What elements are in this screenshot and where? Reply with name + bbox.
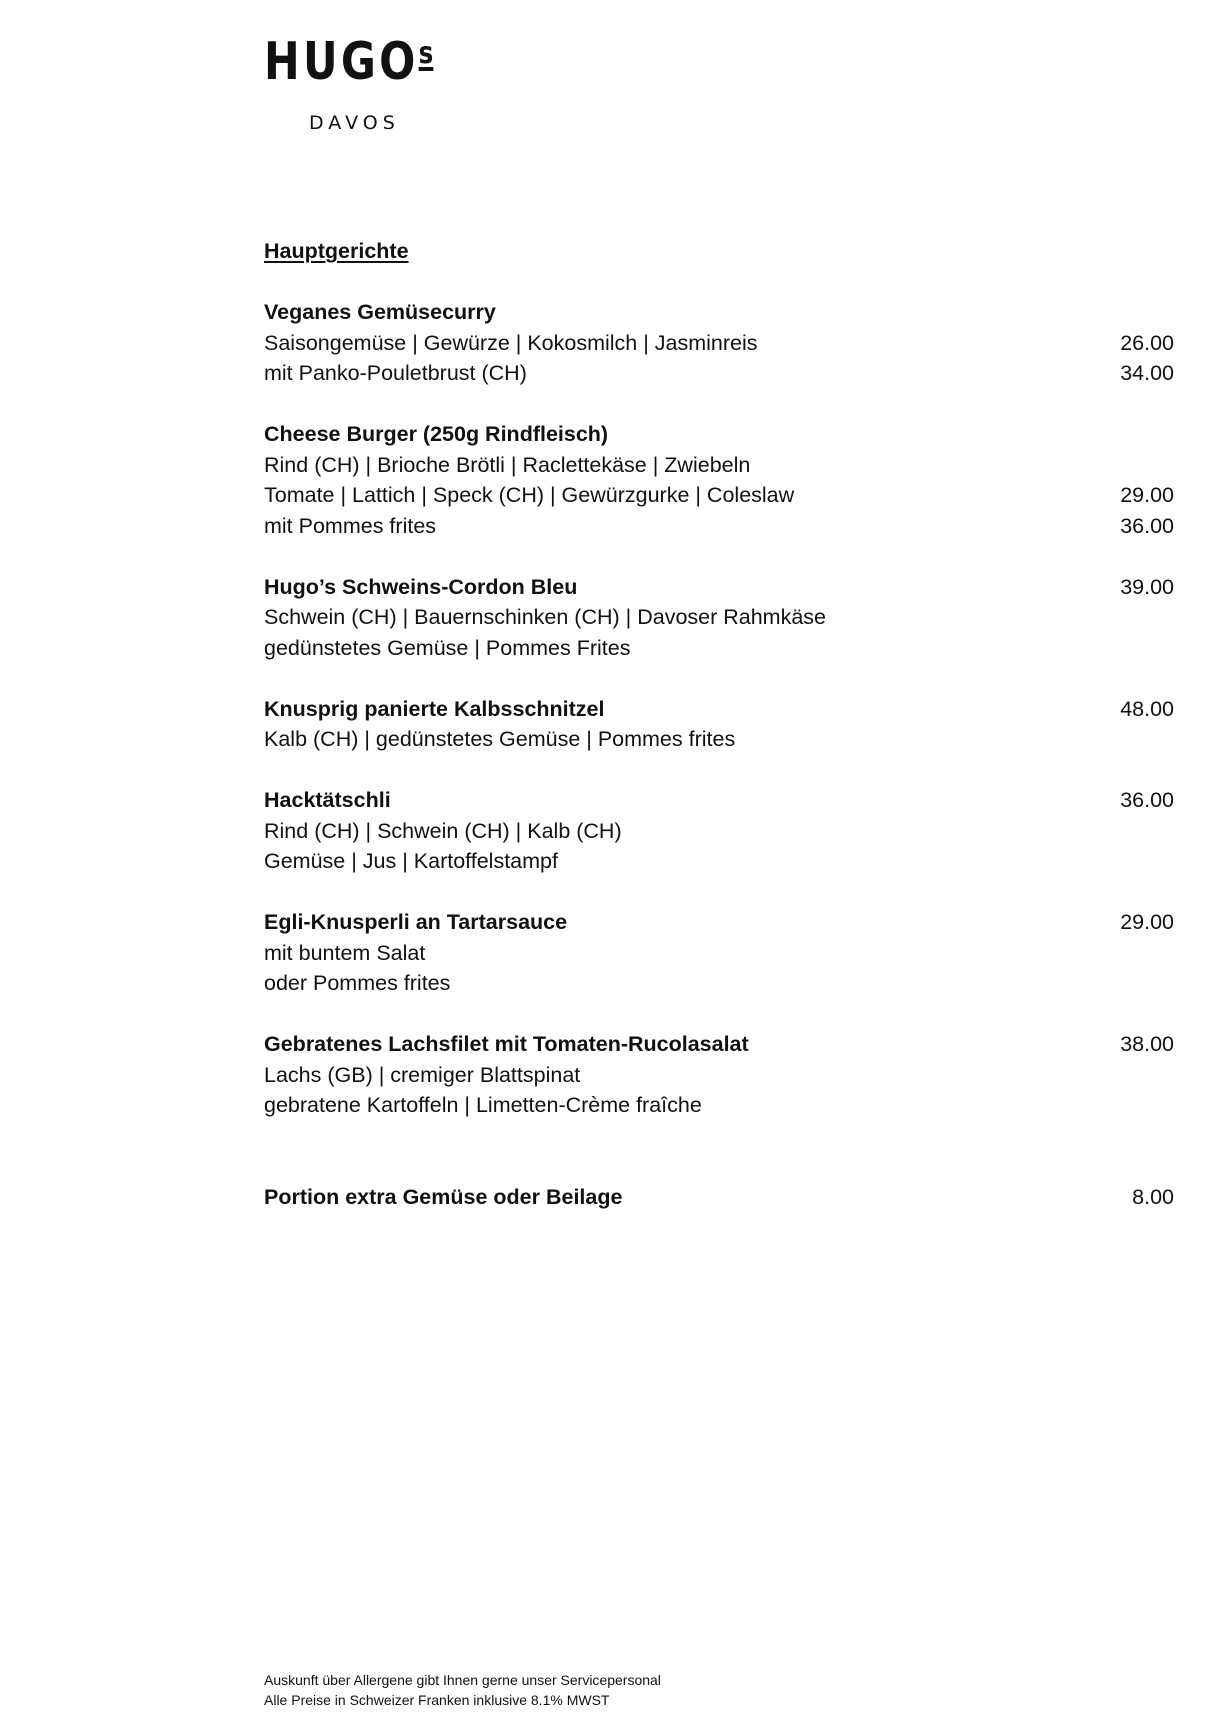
- logo-wordmark: [264, 32, 434, 98]
- dish-title-row: [264, 572, 1174, 603]
- dish-description-row: [264, 633, 1174, 664]
- dish-description: Rind (CH) | Brioche Brötli | Raclettekäse | Zwiebeln: [264, 452, 751, 477]
- dish-variant-price: [1094, 816, 1174, 847]
- dish-description: Saisongemüse | Gewürze | Kokosmilch | Jasminreis: [264, 330, 758, 355]
- dish-name: Hacktätschli: [264, 788, 391, 812]
- dish-variant-price: [1094, 846, 1174, 877]
- dish-price: 39.00: [1120, 574, 1174, 599]
- dish-description: Lachs (GB) | cremiger Blattspinat: [264, 1062, 581, 1087]
- dish-item: [264, 297, 1174, 389]
- dish-item: [264, 694, 1174, 755]
- dish-name: Cheese Burger (250g Rindfleisch): [264, 422, 609, 446]
- dish-variant-price: 34.00: [1120, 361, 1174, 385]
- dish-description: Rind (CH) | Schwein (CH) | Kalb (CH): [264, 818, 622, 843]
- allergen-note: Auskunft über Allergene gibt Ihnen gerne unser Servicepersonal: [264, 1672, 661, 1688]
- dish-title-row: [264, 907, 1174, 938]
- dish-name: Veganes Gemüsecurry: [264, 300, 496, 324]
- dish-name: Knusprig panierte Kalbsschnitzel: [264, 696, 605, 721]
- dish-item: [264, 785, 1174, 877]
- dish-price: 48.00: [1120, 696, 1174, 721]
- menu-content: [264, 236, 1174, 1212]
- dish-description-row: [264, 816, 1174, 847]
- dish-variant-price: [1094, 602, 1174, 633]
- dish-description-row: [264, 968, 1174, 999]
- extra-portion-price: 8.00: [1132, 1184, 1174, 1209]
- dish-price: 29.00: [1120, 910, 1174, 934]
- dish-description-row: [264, 358, 1174, 389]
- dish-description-row: [264, 602, 1174, 633]
- dish-variant-price: 36.00: [1120, 513, 1174, 538]
- dish-title-row: [264, 297, 1174, 328]
- restaurant-logo: [264, 34, 444, 134]
- dish-variant-price: [1094, 938, 1174, 969]
- dish-name: Gebratenes Lachsfilet mit Tomaten-Rucolasalat: [264, 1032, 749, 1056]
- price-note: Alle Preise in Schweizer Franken inklusive 8.1% MWST: [264, 1692, 610, 1708]
- logo-superscript: s: [418, 36, 434, 71]
- dish-title-row: [264, 1029, 1174, 1060]
- logo-location: DAVOS: [309, 112, 400, 134]
- dish-price: 36.00: [1120, 788, 1174, 812]
- dish-price: [1094, 297, 1174, 328]
- dish-title-row: [264, 419, 1174, 450]
- dish-name: Egli-Knusperli an Tartarsauce: [264, 910, 568, 934]
- dish-variant-price: 26.00: [1120, 330, 1174, 355]
- dish-description: Schwein (CH) | Bauernschinken (CH) | Davoser Rahmkäse: [264, 605, 827, 629]
- dish-description: mit Pommes frites: [264, 513, 437, 538]
- dish-title-row: [264, 694, 1174, 725]
- dish-description-row: [264, 724, 1174, 755]
- footer-notes: [264, 1670, 661, 1710]
- dish-item: [264, 1029, 1174, 1121]
- dish-description: Gemüse | Jus | Kartoffelstampf: [264, 849, 558, 873]
- dish-variant-price: [1094, 724, 1174, 755]
- dish-description-row: [264, 328, 1174, 359]
- dish-description: gedünstetes Gemüse | Pommes Frites: [264, 635, 631, 660]
- dish-variant-price: [1094, 1090, 1174, 1121]
- dish-item: [264, 907, 1174, 999]
- dish-variant-price: [1094, 450, 1174, 481]
- dish-description-row: [264, 1060, 1174, 1091]
- dish-description-row: [264, 846, 1174, 877]
- dish-description-row: [264, 450, 1174, 481]
- section-title: Hauptgerichte: [264, 239, 409, 263]
- dish-description: gebratene Kartoffeln | Limetten-Crème fraîche: [264, 1093, 702, 1117]
- dish-variant-price: [1094, 968, 1174, 999]
- dish-variant-price: [1094, 633, 1174, 664]
- dish-description-row: [264, 511, 1174, 542]
- dish-title-row: [264, 785, 1174, 816]
- dish-price: [1094, 419, 1174, 450]
- dish-description: oder Pommes frites: [264, 971, 451, 995]
- dish-variant-price: 29.00: [1120, 483, 1174, 507]
- dish-item: [264, 419, 1174, 541]
- dish-variant-price: [1094, 1060, 1174, 1091]
- dish-description: mit buntem Salat: [264, 940, 426, 965]
- dish-list: [264, 297, 1174, 1121]
- dish-description-row: [264, 480, 1174, 511]
- dish-description: Kalb (CH) | gedünstetes Gemüse | Pommes frites: [264, 727, 736, 751]
- logo-main-text: HUGO: [264, 32, 419, 92]
- dish-item: [264, 572, 1174, 664]
- dish-description-row: [264, 1090, 1174, 1121]
- dish-description-row: [264, 938, 1174, 969]
- extra-portion-name: Portion extra Gemüse oder Beilage: [264, 1184, 623, 1209]
- dish-price: 38.00: [1120, 1032, 1174, 1056]
- dish-description: Tomate | Lattich | Speck (CH) | Gewürzgurke | Coleslaw: [264, 483, 795, 507]
- dish-description: mit Panko-Pouletbrust (CH): [264, 361, 527, 385]
- dish-name: Hugo’s Schweins-Cordon Bleu: [264, 574, 578, 599]
- extra-portion-row: [264, 1182, 1174, 1213]
